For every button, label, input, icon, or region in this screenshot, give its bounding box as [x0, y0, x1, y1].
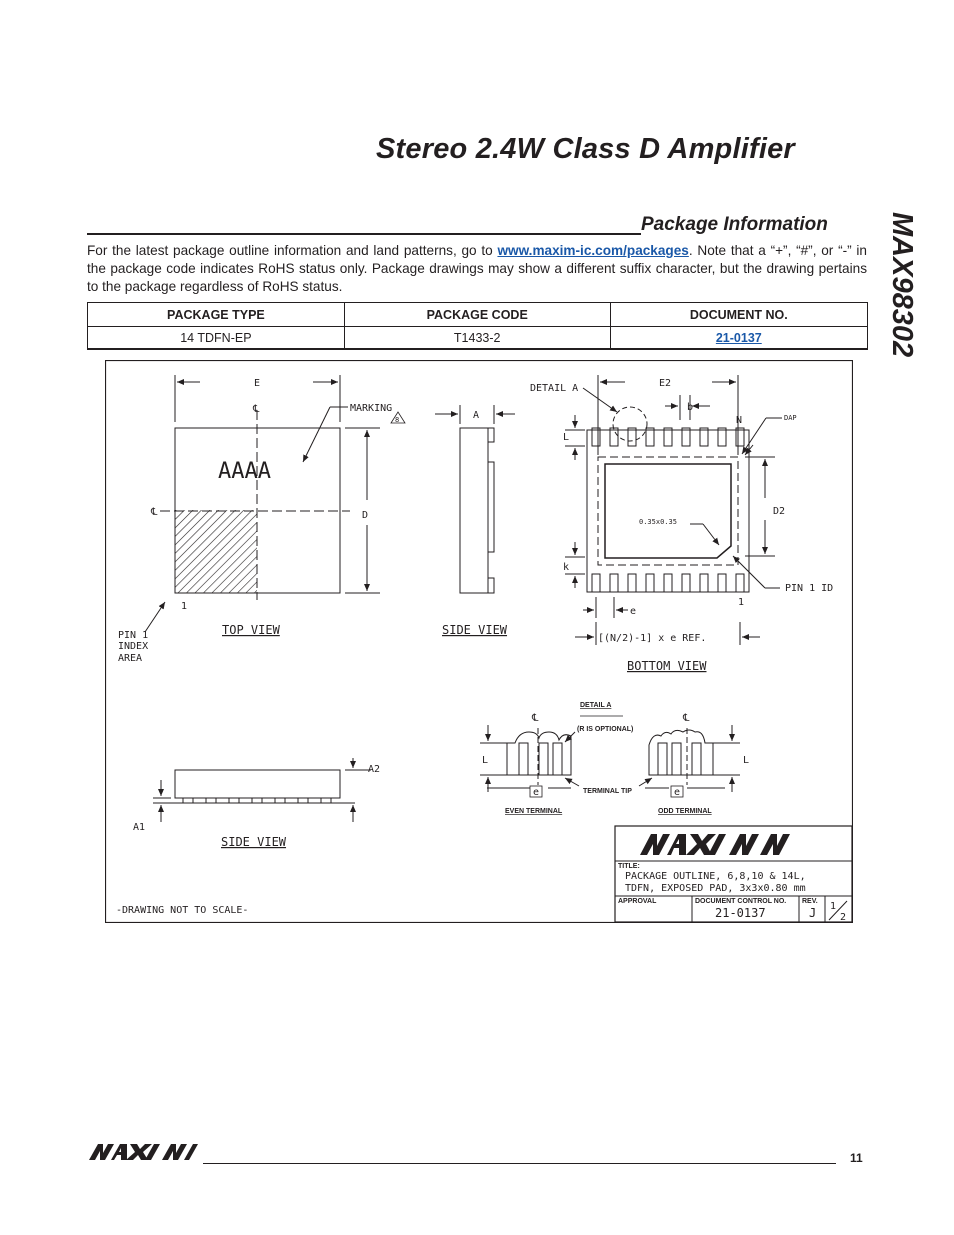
detail-e-even: e [533, 787, 540, 798]
svg-text:℄: ℄ [532, 713, 539, 724]
odd-terminal-label: ODD TERMINAL [658, 808, 712, 815]
table-header: DOCUMENT NO. [610, 303, 867, 327]
table-header: PACKAGE TYPE [88, 303, 345, 327]
bottom-view-caption: BOTTOM VIEW [627, 659, 707, 673]
intro-paragraph: For the latest package outline information and land patterns, go to www.maxim-ic.com/packages. Note that a “+”, “#”, or “-” in the package code indicates RoHS status only. Package drawings may show a different suffix character, but the drawing pertains to the package regardless of RoHS status. [87, 243, 867, 294]
sheet-total: 2 [840, 912, 847, 923]
terminal-tip-label: TERMINAL TIP [583, 788, 632, 795]
marking-label: MARKING [350, 403, 393, 414]
maxim-logo [640, 834, 790, 855]
section-rule [87, 233, 641, 235]
svg-text:8: 8 [395, 416, 400, 424]
even-terminal-label: EVEN TERMINAL [505, 808, 563, 815]
dap-label: DAP [784, 414, 797, 422]
package-table [87, 302, 868, 350]
svg-text:℄: ℄ [253, 404, 260, 415]
detail-a-title: DETAIL A [580, 702, 612, 709]
table-cell: T1433-2 [344, 327, 610, 350]
side-view-caption: SIDE VIEW [442, 623, 508, 637]
detail-l-left: L [482, 755, 489, 766]
detail-e-odd: e [674, 787, 681, 798]
title-line2: TDFN, EXPOSED PAD, 3x3x0.80 mm [625, 883, 806, 894]
dim-a2-label: A2 [368, 764, 381, 775]
bottom-pin1-label: 1 [738, 597, 745, 608]
doc-control-label: DOCUMENT CONTROL NO. [695, 898, 787, 905]
pin-one-label: 1 [181, 601, 188, 612]
approval-label: APPROVAL [618, 898, 657, 905]
package-drawing [105, 360, 853, 923]
page-number: 11 [850, 1151, 863, 1165]
not-to-scale-note: -DRAWING NOT TO SCALE- [116, 905, 249, 916]
top-view-caption: TOP VIEW [222, 623, 280, 637]
side-view-caption-2: SIDE VIEW [221, 835, 287, 849]
side-part-number: MAX98302 [886, 212, 918, 358]
document-link[interactable]: 21-0137 [610, 327, 867, 350]
title-line1: PACKAGE OUTLINE, 6,8,10 & 14L, [625, 871, 806, 882]
dim-l-label: L [563, 432, 570, 443]
dim-pitch-label: e [630, 606, 637, 617]
dim-k-label: k [563, 562, 570, 573]
pin-index-line2: INDEX [118, 641, 149, 652]
ref-dim-label: [(N/2)-1] x e REF. [598, 633, 707, 644]
section-title: Package Information [641, 214, 828, 235]
rev-label: REV. [802, 898, 818, 905]
r-optional-label: (R IS OPTIONAL) [577, 726, 634, 733]
dim-a-label: A [473, 410, 480, 421]
sheet-number: 1 [830, 901, 837, 912]
table-row [88, 327, 868, 350]
title-label: TITLE: [618, 863, 640, 870]
maxim-footer-logo [89, 1143, 201, 1161]
dim-e2-label: E2 [659, 378, 672, 389]
dim-b-label: b [687, 402, 694, 413]
table-header-row [88, 303, 868, 327]
svg-text:℄: ℄ [683, 713, 690, 724]
pin-index-line1: PIN 1 [118, 630, 149, 641]
dim-e-label: E [254, 378, 261, 389]
doc-control-number: 21-0137 [715, 906, 766, 920]
marking-text: AAAA [218, 459, 271, 484]
pin-index-line3: AREA [118, 653, 143, 664]
rev-value: J [809, 906, 817, 920]
packages-link[interactable]: www.maxim-ic.com/packages [497, 243, 689, 258]
dim-n-label: N [736, 415, 743, 426]
table-cell: 14 TDFN-EP [88, 327, 345, 350]
dim-a1-label: A1 [133, 822, 146, 833]
chamfer-label: 0.35x0.35 [639, 518, 677, 526]
footer-rule [203, 1163, 836, 1164]
page-title: Stereo 2.4W Class D Amplifier [376, 133, 795, 165]
table-header: PACKAGE CODE [344, 303, 610, 327]
pin1-id-label: PIN 1 ID [785, 583, 834, 594]
detail-a-callout: DETAIL A [530, 383, 579, 394]
detail-l-right: L [743, 755, 750, 766]
dim-d2-label: D2 [773, 506, 786, 517]
svg-text:℄: ℄ [151, 507, 158, 518]
dim-d-label: D [362, 510, 369, 521]
